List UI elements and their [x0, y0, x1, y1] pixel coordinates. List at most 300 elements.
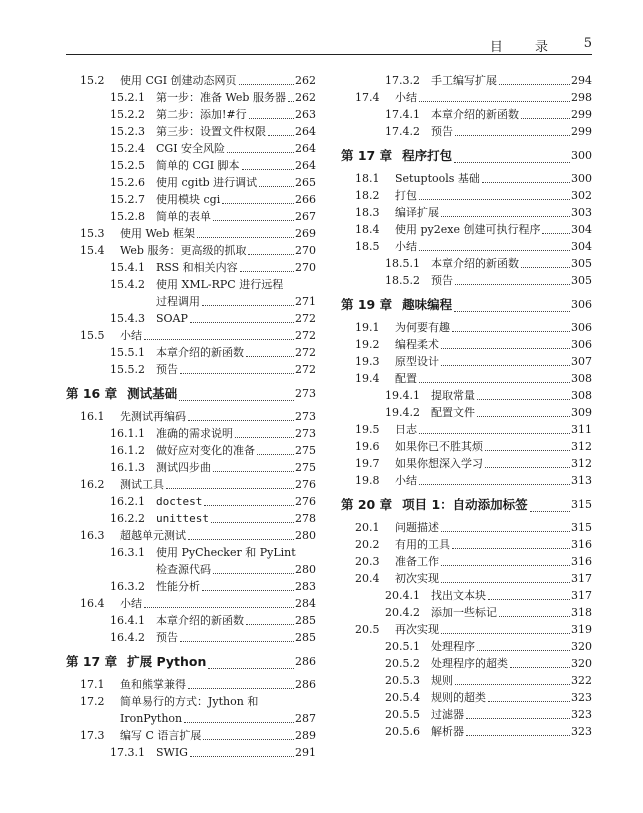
toc-entry[interactable]	[66, 89, 316, 106]
toc-page-number: 316	[571, 538, 592, 551]
toc-leader-dots	[202, 305, 294, 306]
toc-leader-dots	[455, 284, 570, 285]
toc-entry-title: 本章介绍的新函数	[431, 257, 519, 270]
toc-entry-title: 先测试再编码	[120, 410, 186, 423]
toc-leader-dots	[441, 216, 570, 217]
toc-entry[interactable]	[66, 425, 316, 442]
toc-entry[interactable]	[66, 408, 316, 425]
toc-leader-dots	[441, 582, 570, 583]
toc-leader-dots	[184, 722, 294, 723]
toc-entry-number: 15.4	[80, 244, 105, 257]
toc-page-number: 280	[295, 563, 316, 576]
toc-entry[interactable]	[66, 259, 316, 276]
toc-leader-dots	[166, 488, 294, 489]
toc-entry[interactable]	[341, 621, 592, 638]
toc-entry[interactable]	[341, 319, 592, 336]
toc-page-number: 263	[295, 108, 316, 121]
toc-entry[interactable]	[66, 442, 316, 459]
toc-entry[interactable]	[341, 472, 592, 489]
toc-entry-number: 第 16 章	[66, 386, 118, 401]
toc-entry[interactable]	[341, 272, 592, 289]
toc-page-number: 276	[295, 495, 316, 508]
toc-entry[interactable]	[341, 204, 592, 221]
toc-entry[interactable]	[341, 638, 592, 655]
toc-entry[interactable]	[66, 561, 316, 578]
toc-entry-title: 过程调用	[156, 295, 200, 308]
toc-entry[interactable]	[66, 612, 316, 629]
toc-leader-dots	[466, 718, 570, 719]
toc-leader-dots	[179, 400, 294, 401]
toc-entry[interactable]	[66, 459, 316, 476]
toc-entry-number: 20.4.1	[385, 589, 420, 602]
toc-entry-title: 编译扩展	[395, 206, 439, 219]
toc-entry-title: 编程柔术	[395, 338, 439, 351]
toc-entry-title: 小结	[395, 240, 417, 253]
toc-entry[interactable]	[341, 221, 592, 238]
toc-entry-title: 规则的超类	[431, 691, 486, 704]
toc-entry-title: 过滤器	[431, 708, 464, 721]
toc-leader-dots	[419, 433, 570, 434]
toc-page-number: 300	[571, 172, 592, 185]
toc-leader-dots	[208, 668, 294, 669]
toc-leader-dots	[441, 348, 570, 349]
toc-entry[interactable]	[341, 519, 592, 536]
toc-entry[interactable]	[341, 438, 592, 455]
toc-entry[interactable]	[341, 706, 592, 723]
toc-entry-number: 17.3	[80, 729, 105, 742]
toc-entry-title: 小结	[120, 597, 142, 610]
toc-page-number: 264	[295, 125, 316, 138]
toc-leader-dots	[455, 684, 570, 685]
toc-leader-dots	[452, 331, 570, 332]
toc-leader-dots	[455, 135, 570, 136]
toc-entry-number: 20.5.6	[385, 725, 420, 738]
toc-entry-number: 16.4.2	[110, 631, 145, 644]
toc-chapter-entry[interactable]	[341, 294, 592, 316]
toc-entry[interactable]	[66, 344, 316, 361]
toc-entry-title: 鱼和熊掌兼得	[120, 678, 186, 691]
toc-page-number: 270	[295, 244, 316, 257]
toc-entry-title: SOAP	[156, 312, 188, 325]
toc-leader-dots	[419, 382, 570, 383]
toc-entry-number: 20.5.4	[385, 691, 420, 704]
toc-entry[interactable]	[341, 370, 592, 387]
toc-entry[interactable]	[341, 353, 592, 370]
toc-leader-dots	[419, 101, 570, 102]
toc-entry-title: 本章介绍的新函数	[156, 614, 244, 627]
toc-entry-title: 检查源代码	[156, 563, 211, 576]
toc-leader-dots	[240, 271, 294, 272]
toc-page-number: 291	[295, 746, 316, 759]
toc-page-number: 305	[571, 274, 592, 287]
toc-entry-number: 18.5.1	[385, 257, 420, 270]
toc-entry[interactable]	[66, 544, 316, 561]
toc-entry[interactable]	[66, 242, 316, 259]
toc-entry-title: 项目 1：自动添加标签	[402, 497, 528, 512]
toc-leader-dots	[288, 101, 294, 102]
toc-chapter-entry[interactable]	[341, 145, 592, 167]
toc-entry-number: 15.2.8	[110, 210, 145, 223]
toc-entry-number: 15.2.1	[110, 91, 145, 104]
toc-entry-number: 20.5.5	[385, 708, 420, 721]
toc-entry-title: 小结	[120, 329, 142, 342]
toc-entry-number: 20.5.3	[385, 674, 420, 687]
toc-entry-title: 再次实现	[395, 623, 439, 636]
toc-entry-title: 日志	[395, 423, 417, 436]
toc-entry-title: 准确的需求说明	[156, 427, 233, 440]
toc-page-number: 323	[571, 725, 592, 738]
toc-entry-number: 17.3.2	[385, 74, 420, 87]
toc-entry[interactable]	[341, 89, 592, 106]
toc-page-number: 273	[295, 410, 316, 423]
toc-entry-title: 手工编写扩展	[431, 74, 497, 87]
toc-leader-dots	[485, 467, 570, 468]
toc-page-number: 311	[571, 423, 592, 436]
toc-page-number: 305	[571, 257, 592, 270]
toc-leader-dots	[249, 118, 294, 119]
toc-entry-title: 超越单元测试	[120, 529, 186, 542]
toc-leader-dots	[239, 84, 294, 85]
toc-leader-dots	[211, 522, 294, 523]
toc-entry-number: 第 17 章	[66, 654, 118, 669]
toc-leader-dots	[268, 135, 294, 136]
toc-chapter-entry[interactable]	[66, 383, 316, 405]
toc-entry-number: 16.2.2	[110, 512, 145, 525]
toc-entry-number: 16.3.2	[110, 580, 145, 593]
toc-entry-title: 简单易行的方式：Jython 和	[120, 695, 259, 708]
toc-entry-title: 打包	[395, 189, 417, 202]
toc-entry-number: 15.2	[80, 74, 105, 87]
toc-entry-title: 趣味编程	[402, 297, 453, 312]
toc-page-number: 309	[571, 406, 592, 419]
toc-page-number: 262	[295, 91, 316, 104]
toc-entry-title: 本章介绍的新函数	[156, 346, 244, 359]
toc-entry-number: 17.4.1	[385, 108, 420, 121]
toc-page-number: 278	[295, 512, 316, 525]
toc-entry[interactable]	[66, 361, 316, 378]
toc-entry-number: 15.2.3	[110, 125, 145, 138]
toc-entry-number: 18.3	[355, 206, 380, 219]
toc-leader-dots	[213, 573, 294, 574]
toc-leader-dots	[180, 641, 294, 642]
toc-entry[interactable]	[341, 72, 592, 89]
page-header	[66, 36, 592, 55]
toc-entry-number: 第 19 章	[341, 297, 393, 312]
toc-entry[interactable]	[66, 293, 316, 310]
toc-left-column	[66, 72, 316, 761]
toc-entry-number: 20.4	[355, 572, 380, 585]
header-page-number: 5	[583, 36, 592, 51]
toc-entry-number: 19.4	[355, 372, 380, 385]
toc-entry[interactable]	[66, 106, 316, 123]
toc-entry-title: 使用 XML-RPC 进行远程	[156, 278, 284, 291]
toc-leader-dots	[213, 471, 294, 472]
toc-entry[interactable]	[66, 578, 316, 595]
toc-page-number: 284	[295, 597, 316, 610]
toc-entry-title: 程序打包	[402, 148, 453, 163]
toc-entry[interactable]	[341, 672, 592, 689]
toc-entry-number: 19.1	[355, 321, 380, 334]
toc-page-number: 276	[295, 478, 316, 491]
toc-leader-dots	[488, 599, 570, 600]
toc-page-number: 315	[571, 498, 592, 511]
toc-page-number: 323	[571, 708, 592, 721]
toc-entry-number: 18.5	[355, 240, 380, 253]
toc-entry[interactable]	[341, 106, 592, 123]
toc-entry[interactable]	[66, 191, 316, 208]
toc-entry-number: 16.4.1	[110, 614, 145, 627]
toc-entry-number: 16.2.1	[110, 495, 145, 508]
toc-entry-title: 初次实现	[395, 572, 439, 585]
toc-entry[interactable]	[66, 140, 316, 157]
toc-entry-number: 第 20 章	[341, 497, 393, 512]
toc-entry[interactable]	[66, 693, 316, 710]
toc-leader-dots	[235, 437, 294, 438]
toc-page-number: 299	[571, 108, 592, 121]
toc-leader-dots	[488, 701, 570, 702]
toc-entry[interactable]	[341, 604, 592, 621]
toc-leader-dots	[521, 118, 570, 119]
toc-entry[interactable]	[66, 310, 316, 327]
toc-page-number: 280	[295, 529, 316, 542]
toc-entry-title: 找出文本块	[431, 589, 486, 602]
toc-page-number: 304	[571, 223, 592, 236]
toc-entry[interactable]	[341, 336, 592, 353]
toc-entry-number: 20.4.2	[385, 606, 420, 619]
toc-entry-title: 使用 PyChecker 和 PyLint	[156, 546, 296, 559]
toc-entry-number: 19.7	[355, 457, 380, 470]
toc-page-number: 294	[571, 74, 592, 87]
toc-entry-title: 简单的 CGI 脚本	[156, 159, 240, 172]
toc-entry-number: 18.2	[355, 189, 380, 202]
toc-page-number: 307	[571, 355, 592, 368]
toc-leader-dots	[482, 182, 570, 183]
toc-entry-title: 提取常量	[431, 389, 475, 402]
toc-page-number: 316	[571, 555, 592, 568]
toc-entry-title: 准备工作	[395, 555, 439, 568]
toc-entry[interactable]	[341, 553, 592, 570]
toc-entry-number: 15.4.1	[110, 261, 145, 274]
toc-entry[interactable]	[341, 387, 592, 404]
toc-leader-dots	[441, 531, 570, 532]
toc-page-number: 298	[571, 91, 592, 104]
toc-entry-number: 16.3.1	[110, 546, 145, 559]
toc-page-number: 315	[571, 521, 592, 534]
toc-entry-title: 小结	[395, 474, 417, 487]
toc-entry[interactable]	[341, 170, 592, 187]
toc-page-number: 323	[571, 691, 592, 704]
toc-page-number: 273	[295, 387, 316, 400]
toc-entry[interactable]	[66, 476, 316, 493]
toc-leader-dots	[441, 633, 570, 634]
toc-entry-title: SWIG	[156, 746, 188, 759]
toc-page-number: 317	[571, 572, 592, 585]
toc-entry-number: 19.3	[355, 355, 380, 368]
toc-entry[interactable]	[341, 421, 592, 438]
toc-page-number: 306	[571, 298, 592, 311]
toc-entry-number: 19.8	[355, 474, 380, 487]
toc-entry-number: 16.3	[80, 529, 105, 542]
toc-entry[interactable]	[341, 455, 592, 472]
toc-entry[interactable]	[341, 723, 592, 740]
toc-entry-title: 测试四步曲	[156, 461, 211, 474]
toc-chapter-entry[interactable]	[341, 494, 592, 516]
toc-entry[interactable]	[66, 174, 316, 191]
toc-page-number: 272	[295, 346, 316, 359]
toc-entry-number: 16.1	[80, 410, 105, 423]
toc-leader-dots	[197, 237, 294, 238]
toc-page-number: 283	[295, 580, 316, 593]
toc-leader-dots	[257, 454, 294, 455]
toc-entry[interactable]	[66, 157, 316, 174]
toc-entry-title: 处理程序的超类	[431, 657, 508, 670]
toc-entry-title: Web 服务：更高级的抓取	[120, 244, 247, 257]
toc-entry[interactable]	[341, 255, 592, 272]
toc-entry-number: 18.4	[355, 223, 380, 236]
toc-leader-dots	[499, 84, 570, 85]
toc-entry-number: 17.3.1	[110, 746, 145, 759]
toc-leader-dots	[510, 667, 570, 668]
toc-entry[interactable]	[341, 587, 592, 604]
toc-page-number: 308	[571, 389, 592, 402]
toc-entry[interactable]	[341, 238, 592, 255]
toc-page-number: 285	[295, 631, 316, 644]
toc-entry-number: 15.2.7	[110, 193, 145, 206]
toc-leader-dots	[144, 607, 294, 608]
toc-leader-dots	[419, 199, 570, 200]
toc-entry-number: 20.3	[355, 555, 380, 568]
toc-entry-title: 本章介绍的新函数	[431, 108, 519, 121]
toc-entry[interactable]	[341, 404, 592, 421]
toc-page-number: 308	[571, 372, 592, 385]
toc-entry-title: 预告	[431, 125, 453, 138]
toc-entry-number: 19.4.1	[385, 389, 420, 402]
toc-entry[interactable]	[66, 744, 316, 761]
toc-entry-title: 预告	[156, 363, 178, 376]
toc-page-number: 289	[295, 729, 316, 742]
toc-leader-dots	[477, 650, 570, 651]
toc-page-number: 269	[295, 227, 316, 240]
toc-entry-number: 20.2	[355, 538, 380, 551]
toc-entry[interactable]	[66, 208, 316, 225]
toc-entry-number: 15.5	[80, 329, 105, 342]
toc-entry-number: 18.5.2	[385, 274, 420, 287]
toc-page-number: 312	[571, 457, 592, 470]
toc-entry-title: 处理程序	[431, 640, 475, 653]
toc-page-number: 285	[295, 614, 316, 627]
toc-entry-number: 17.4.2	[385, 125, 420, 138]
toc-page-number: 286	[295, 678, 316, 691]
toc-entry-title: 第三步：设置文件权限	[156, 125, 266, 138]
toc-entry[interactable]	[66, 276, 316, 293]
toc-leader-dots	[213, 220, 294, 221]
toc-entry[interactable]	[66, 72, 316, 89]
toc-entry-title: 添加一些标记	[431, 606, 497, 619]
toc-entry[interactable]	[341, 187, 592, 204]
toc-page-number: 302	[571, 189, 592, 202]
header-title: 目 录	[489, 40, 562, 55]
toc-entry[interactable]	[66, 527, 316, 544]
toc-entry-number: 20.1	[355, 521, 380, 534]
toc-entry-number: 16.2	[80, 478, 105, 491]
toc-page-number: 286	[295, 655, 316, 668]
toc-entry[interactable]	[66, 676, 316, 693]
toc-page-number: 273	[295, 427, 316, 440]
toc-leader-dots	[485, 450, 570, 451]
toc-entry[interactable]	[341, 689, 592, 706]
toc-entry[interactable]	[66, 123, 316, 140]
toc-leader-dots	[144, 339, 294, 340]
toc-entry-title: 如果你想深入学习	[395, 457, 483, 470]
toc-page-number: 306	[571, 338, 592, 351]
toc-page-number: 272	[295, 363, 316, 376]
toc-entry[interactable]	[66, 327, 316, 344]
toc-entry-number: 17.2	[80, 695, 105, 708]
toc-entry[interactable]	[66, 595, 316, 612]
toc-entry-title: unittest	[156, 512, 209, 525]
toc-entry-number: 16.4	[80, 597, 105, 610]
toc-entry-title: 小结	[395, 91, 417, 104]
toc-entry-number: 15.4.2	[110, 278, 145, 291]
toc-entry-title: 使用 py2exe 创建可执行程序	[395, 223, 541, 236]
toc-entry-number: 15.2.5	[110, 159, 145, 172]
toc-leader-dots	[190, 322, 294, 323]
toc-entry-title: 测试工具	[120, 478, 164, 491]
toc-entry[interactable]	[66, 493, 316, 510]
toc-entry-title: 配置文件	[431, 406, 475, 419]
toc-entry-number: 15.2.6	[110, 176, 145, 189]
toc-leader-dots	[202, 590, 294, 591]
toc-entry[interactable]	[66, 710, 316, 727]
toc-entry[interactable]	[341, 570, 592, 587]
toc-entry-title: 扩展 Python	[127, 654, 207, 669]
toc-entry-title: 配置	[395, 372, 417, 385]
toc-leader-dots	[477, 416, 570, 417]
toc-leader-dots	[242, 169, 294, 170]
toc-leader-dots	[441, 565, 570, 566]
toc-leader-dots	[227, 152, 294, 153]
toc-entry-title: 第一步：准备 Web 服务器	[156, 91, 286, 104]
toc-entry-title: RSS 和相关内容	[156, 261, 238, 274]
toc-entry-number: 第 17 章	[341, 148, 393, 163]
toc-entry[interactable]	[66, 225, 316, 242]
toc-entry[interactable]	[341, 123, 592, 140]
toc-leader-dots	[222, 203, 294, 204]
toc-page-number: 320	[571, 640, 592, 653]
toc-entry[interactable]	[66, 629, 316, 646]
toc-leader-dots	[452, 548, 570, 549]
toc-leader-dots	[499, 616, 570, 617]
toc-entry-number: 19.6	[355, 440, 380, 453]
toc-entry[interactable]	[66, 727, 316, 744]
toc-entry[interactable]	[341, 655, 592, 672]
toc-entry[interactable]	[341, 536, 592, 553]
toc-leader-dots	[188, 539, 294, 540]
toc-leader-dots	[188, 420, 294, 421]
toc-entry[interactable]	[66, 510, 316, 527]
toc-chapter-entry[interactable]	[66, 651, 316, 673]
toc-entry-title: 预告	[431, 274, 453, 287]
toc-entry-number: 15.3	[80, 227, 105, 240]
toc-entry-title: 测试基础	[127, 386, 178, 401]
toc-page-number: 275	[295, 444, 316, 457]
toc-leader-dots	[477, 399, 570, 400]
toc-entry-title: 做好应对变化的准备	[156, 444, 255, 457]
toc-entry-title: 解析器	[431, 725, 464, 738]
toc-page-number: 262	[295, 74, 316, 87]
toc-leader-dots	[180, 373, 294, 374]
toc-entry-title: 使用 CGI 创建动态网页	[120, 74, 237, 87]
